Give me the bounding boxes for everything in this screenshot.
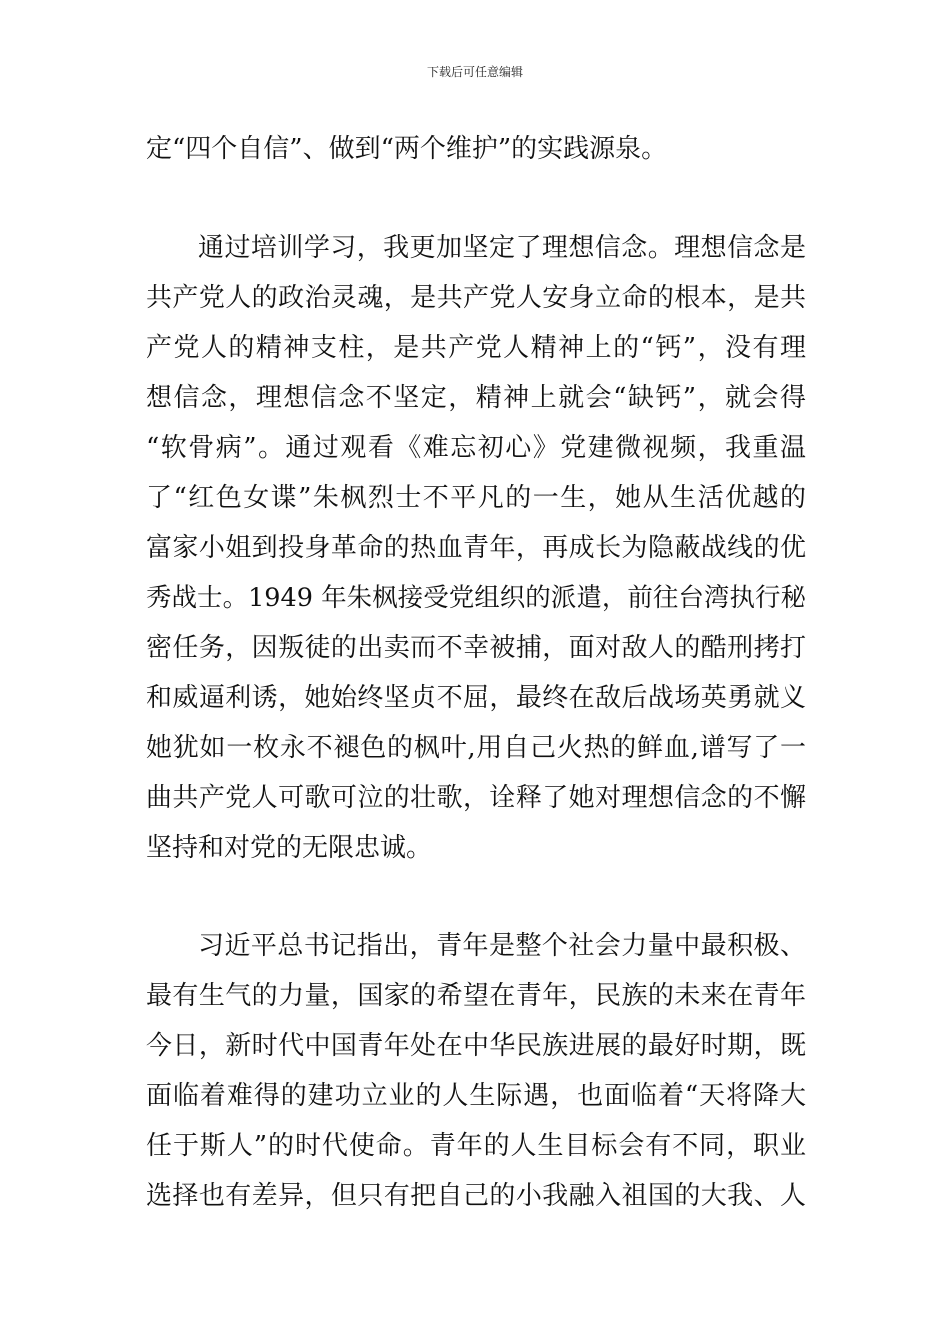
paragraph-3-line-4: 面临着难得的建功立业的人生际遇，也面临着“天将降大 bbox=[146, 1081, 806, 1111]
paragraph-2-line-5: “软骨病”。通过观看《难忘初心》党建微视频，我重温 bbox=[146, 433, 806, 463]
paragraph-2-line-11: 她犹如一枚永不褪色的枫叶,用自己火热的鲜血,谱写了一 bbox=[146, 733, 806, 763]
paragraph-2-line-2: 共产党人的政治灵魂，是共产党人安身立命的根本，是共 bbox=[146, 283, 806, 313]
paragraph-2-line-7: 富家小姐到投身革命的热血青年，再成长为隐蔽战线的优 bbox=[146, 533, 806, 563]
paragraph-2-line-6: 了“红色女谍”朱枫烈士不平凡的一生，她从生活优越的 bbox=[146, 483, 806, 513]
page-header: 下载后可任意编辑 bbox=[426, 65, 523, 79]
paragraph-3-line-2: 最有生气的力量，国家的希望在青年，民族的未来在青年 bbox=[146, 981, 806, 1011]
paragraph-2-line-13: 坚持和对党的无限忠诚。 bbox=[146, 833, 433, 863]
paragraph-1-line-1: 定“四个自信”、做到“两个维护”的实践源泉。 bbox=[146, 134, 668, 164]
paragraph-3-line-5: 任于斯人”的时代使命。青年的人生目标会有不同，职业 bbox=[146, 1131, 806, 1161]
paragraph-2-line-8: 秀战士。1949 年朱枫接受党组织的派遣，前往台湾执行秘 bbox=[146, 583, 806, 613]
paragraph-2-line-12: 曲共产党人可歌可泣的壮歌，诠释了她对理想信念的不懈 bbox=[146, 783, 806, 813]
paragraph-2-line-3: 产党人的精神支柱，是共产党人精神上的“钙”，没有理 bbox=[146, 333, 806, 363]
paragraph-3-line-1: 习近平总书记指出，青年是整个社会力量中最积极、 bbox=[198, 931, 806, 961]
paragraph-2-line-9: 密任务，因叛徒的出卖而不幸被捕，面对敌人的酷刑拷打 bbox=[146, 633, 806, 663]
paragraph-2-line-4: 想信念，理想信念不坚定，精神上就会“缺钙”，就会得 bbox=[146, 383, 806, 413]
paragraph-3-line-3: 今日，新时代中国青年处在中华民族进展的最好时期，既 bbox=[146, 1031, 806, 1061]
paragraph-3-line-6: 选择也有差异，但只有把自己的小我融入祖国的大我、人 bbox=[146, 1181, 806, 1211]
paragraph-2-line-10: 和威逼利诱，她始终坚贞不屈，最终在敌后战场英勇就义 bbox=[146, 683, 806, 713]
paragraph-2-line-1: 通过培训学习，我更加坚定了理想信念。理想信念是 bbox=[198, 233, 806, 263]
